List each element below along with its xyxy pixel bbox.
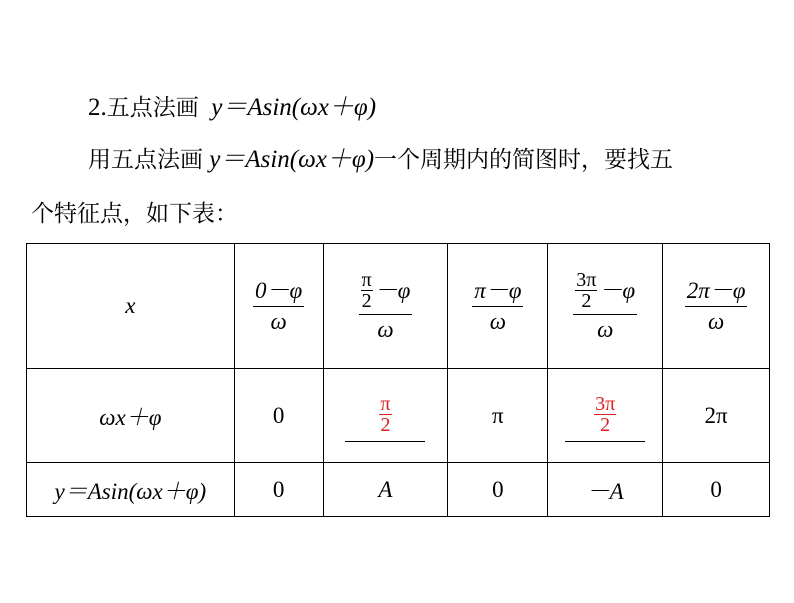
cell-x-1: $\frac{0-\varphi}{\omega}$: [234, 244, 323, 369]
cell-y-1: 0: [234, 463, 323, 517]
cell-y-2: A: [323, 463, 448, 517]
cell-x-2: $\frac{\pi}{2}$ －φ ω: [323, 244, 448, 369]
paragraph-prefix: 用五点法画: [88, 147, 203, 173]
paragraph-formula: y＝Asin(ωx＋φ): [209, 146, 375, 173]
cell-y-3: 0: [448, 463, 548, 517]
paragraph-line-1: [88, 144, 673, 176]
cell-phase-2-answer: $\frac{\pi}{2}$: [323, 369, 448, 463]
table-row-phase: [27, 369, 770, 463]
cell-x-4: $\frac{3\pi}{2}$ －φ ω: [548, 244, 663, 369]
cell-y-5: 0: [663, 463, 770, 517]
section-formula: y＝Asin(ωx＋φ): [211, 94, 377, 121]
cell-x-3: $\frac{\pi-\varphi}{\omega}$: [448, 244, 548, 369]
answer-blank-line: [565, 441, 645, 442]
cell-phase-5: 2π: [663, 369, 770, 463]
section-heading: [88, 92, 376, 124]
cell-phase-1: 0: [234, 369, 323, 463]
cell-phase-3: π: [448, 369, 548, 463]
cell-phase-4-answer: $\frac{3\pi}{2}$: [548, 369, 663, 463]
five-point-table: [26, 243, 770, 517]
paragraph-suffix: 一个周期内的简图时，要找五: [374, 147, 674, 173]
cell-x-5: $\frac{2\pi-\varphi}{\omega}$: [663, 244, 770, 369]
row-label-x: x: [27, 244, 235, 369]
section-title: 五点法画: [106, 95, 199, 121]
row-label-y: y＝Asin(ωx＋φ): [27, 463, 235, 517]
row-label-phase: ωx＋φ: [27, 369, 235, 463]
table-row-y: [27, 463, 770, 517]
answer-blank-line: [345, 441, 425, 442]
table-row-x: [27, 244, 770, 369]
cell-y-4: －A: [548, 463, 663, 517]
paragraph-line-2: 个特征点，如下表：: [31, 201, 238, 227]
section-number: 2.: [88, 94, 107, 121]
